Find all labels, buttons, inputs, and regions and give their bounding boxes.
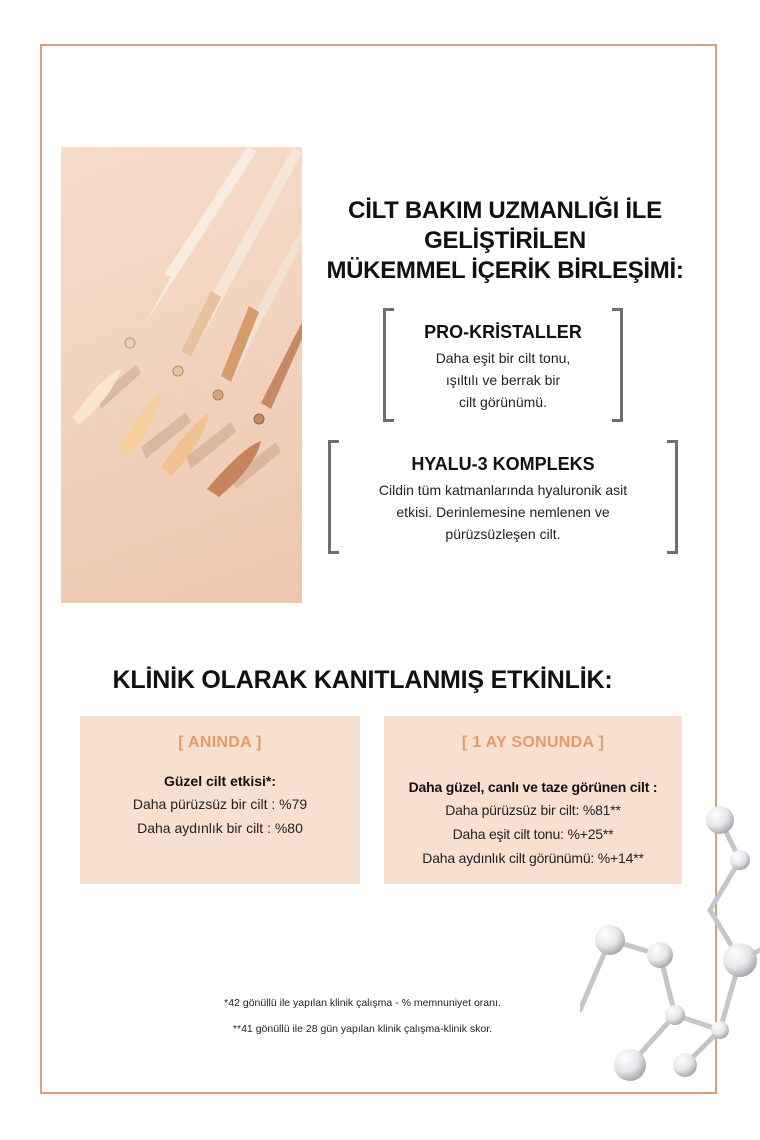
clinical-card-instant: [80, 716, 360, 884]
card-line: Daha pürüzsüz bir cilt: %81**: [445, 802, 621, 818]
card-line: Daha pürüzsüz bir cilt : %79: [132, 796, 308, 812]
molecule-icon: [580, 790, 760, 1110]
headline-line-2: GELİŞTİRİLEN: [424, 227, 586, 254]
ingredient-desc-line: Daha eşit bir cilt tonu,: [435, 350, 571, 366]
dropper-illustration: [61, 147, 302, 603]
headline-line-1: CİLT BAKIM UZMANLIĞI İLE: [348, 197, 662, 224]
footnotes: [40, 990, 685, 1042]
headline: [305, 196, 705, 286]
bracket-right: [667, 440, 678, 554]
card-tag: [ 1 AY SONUNDA ]: [461, 734, 605, 751]
clinical-title: KLİNİK OLARAK KANITLANMIŞ ETKİNLİK:: [112, 666, 613, 694]
bracket-left: [328, 440, 339, 554]
card-lead: Güzel cilt etkisi*:: [163, 773, 277, 789]
ingredient-desc-line: ışıltılı ve berrak bir: [445, 372, 561, 388]
card-line: Daha eşit cilt tonu: %+25**: [452, 826, 614, 842]
ingredient-desc-line: cilt görünümü.: [459, 394, 547, 410]
bracket-left: [383, 308, 394, 422]
serum-droppers-image: [61, 147, 302, 603]
bracket-right: [612, 308, 623, 422]
ingredient-desc-line: etkisi. Derinlemesine nemlenen ve: [396, 504, 610, 520]
ingredient-hyalu-3: [328, 440, 678, 554]
ingredient-pro-kristaller: [383, 308, 623, 422]
headline-line-3: MÜKEMMEL İÇERİK BİRLEŞİMİ:: [326, 257, 684, 284]
card-tag: [ ANINDA ]: [178, 734, 262, 751]
card-line: Daha aydınlık bir cilt : %80: [137, 820, 303, 836]
ingredient-title: HYALU-3 KOMPLEKS: [411, 454, 595, 474]
card-lead: Daha güzel, canlı ve taze görünen cilt :: [408, 779, 658, 795]
footnote: *42 gönüllü ile yapılan klinik çalışma - % memnuniyet oranı.: [224, 997, 501, 1009]
card-line: Daha aydınlık cilt görünümü: %+14**: [422, 850, 644, 866]
ingredient-desc-line: pürüzsüzleşen cilt.: [445, 526, 561, 542]
ingredient-title: PRO-KRİSTALLER: [424, 322, 582, 342]
footnote: **41 gönüllü ile 28 gün yapılan klinik çalışma-klinik skor.: [232, 1023, 493, 1035]
ingredient-desc-line: Cildin tüm katmanlarında hyaluronik asit: [378, 482, 628, 498]
